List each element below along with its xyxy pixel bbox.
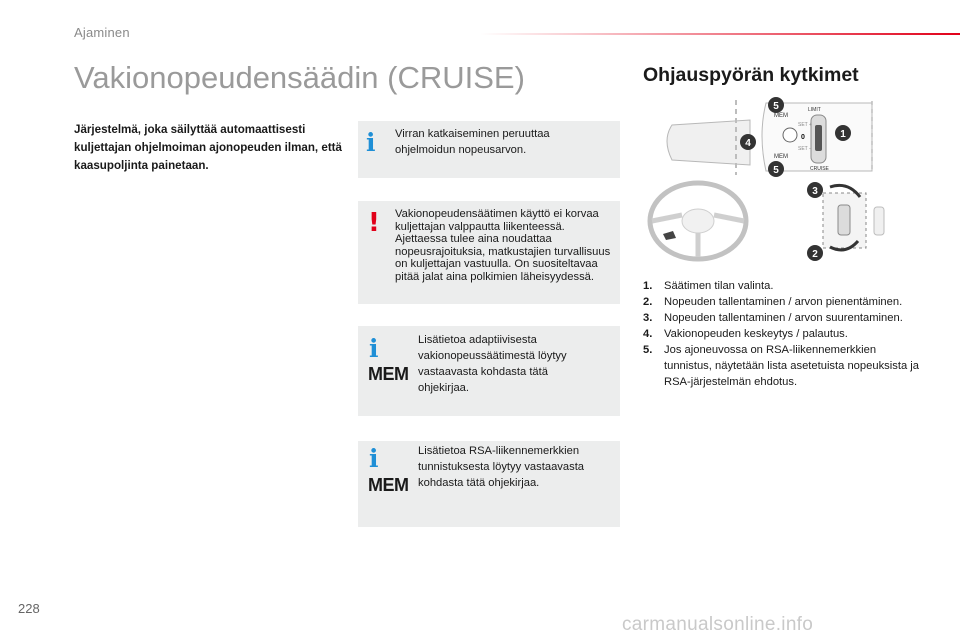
cruise-label: CRUISE: [810, 166, 829, 172]
warning-icon: !: [368, 208, 380, 238]
info-icon: i: [369, 334, 379, 363]
note-text: Virran katkaiseminen peruuttaa ohjelmoidun nopeusarvon.: [395, 128, 550, 156]
note-box-power-off: [358, 121, 620, 178]
mem-label-bottom: MEM: [774, 154, 788, 160]
set-minus-label: SET -: [798, 146, 811, 152]
steering-switch-diagram: [640, 95, 910, 275]
callout-5-top: [768, 97, 784, 113]
legend-text: Nopeuden tallentaminen / arvon pienentäminen.: [664, 296, 903, 308]
note-text: Lisätietoa RSA-liikennemerkkien tunnistuksesta löytyy vastaavasta kohdasta tätä ohjekirjaa.: [418, 445, 585, 489]
limit-label: LIMIT: [808, 107, 821, 113]
note-box-adaptive-cruise: [358, 326, 620, 416]
watermark: carmanualsonline.info: [622, 614, 814, 635]
legend-number: 5.: [643, 344, 653, 356]
svg-text:4: 4: [745, 138, 751, 149]
page-number: 228: [18, 601, 40, 616]
legend-number: 2.: [643, 296, 653, 308]
svg-text:3: 3: [812, 186, 818, 197]
legend-text: Nopeuden tallentaminen / arvon suurentaminen.: [664, 312, 903, 324]
note-text: Lisätietoa adaptiivisesta vakionopeussäätimestä löytyy vastaavasta kohdasta tätä ohjekirjaa.: [418, 334, 567, 394]
callout-4: [740, 134, 756, 150]
note-box-rsa: [358, 441, 620, 527]
legend-number: 3.: [643, 312, 653, 324]
legend-item: [643, 278, 923, 294]
section-heading: Ohjauspyörän kytkimet: [643, 64, 859, 86]
legend-item: [643, 310, 923, 326]
legend-number: 4.: [643, 328, 653, 340]
mem-icon: MEM: [368, 364, 409, 384]
legend-item: [643, 326, 923, 342]
set-plus-label: SET +: [798, 122, 812, 128]
svg-text:5: 5: [773, 165, 779, 176]
zero-label: 0: [801, 134, 805, 141]
callout-5-bottom: [768, 161, 784, 177]
legend-number: 1.: [643, 280, 653, 292]
callout-2: [807, 245, 823, 261]
callout-3: [807, 182, 823, 198]
callout-1: [835, 125, 851, 141]
note-box-warning: [358, 201, 620, 304]
legend-list: [643, 278, 923, 390]
svg-text:2: 2: [812, 249, 818, 260]
note-text: Vakionopeudensäätimen käyttö ei korvaa kuljettajan valppautta liikenteessä. Ajettaessa tulee aina noudattaa nopeusrajoituksia, matkustajien turvallisuus on kuljettajan vastuulla. On suositeltavaa pitää jalat aina polkimien läheisyydessä.: [395, 208, 611, 283]
info-icon: i: [366, 128, 376, 157]
info-icon: i: [369, 444, 379, 473]
svg-text:1: 1: [840, 129, 846, 140]
svg-text:5: 5: [773, 101, 779, 112]
legend-text: Vakionopeuden keskeytys / palautus.: [664, 328, 848, 340]
mem-label-top: MEM: [774, 113, 788, 119]
intro-text: Järjestelmä, joka säilyttää automaattisesti kuljettajan ohjelmoiman ajonopeuden ilman, että kaasupoljinta painetaan.: [74, 123, 342, 172]
legend-text: Säätimen tilan valinta.: [664, 280, 774, 292]
legend-text: Jos ajoneuvossa on RSA-liikennemerkkien tunnistus, näytetään lista asetetuista nopeuksista ja RSA-järjestelmän ehdotus.: [664, 344, 919, 388]
section-label: Ajaminen: [74, 25, 130, 40]
page-title: Vakionopeudensäädin (CRUISE): [74, 60, 525, 95]
legend-item: [643, 294, 923, 310]
legend-item: [643, 342, 923, 390]
header-rule: [480, 33, 960, 35]
mem-icon: MEM: [368, 475, 409, 495]
